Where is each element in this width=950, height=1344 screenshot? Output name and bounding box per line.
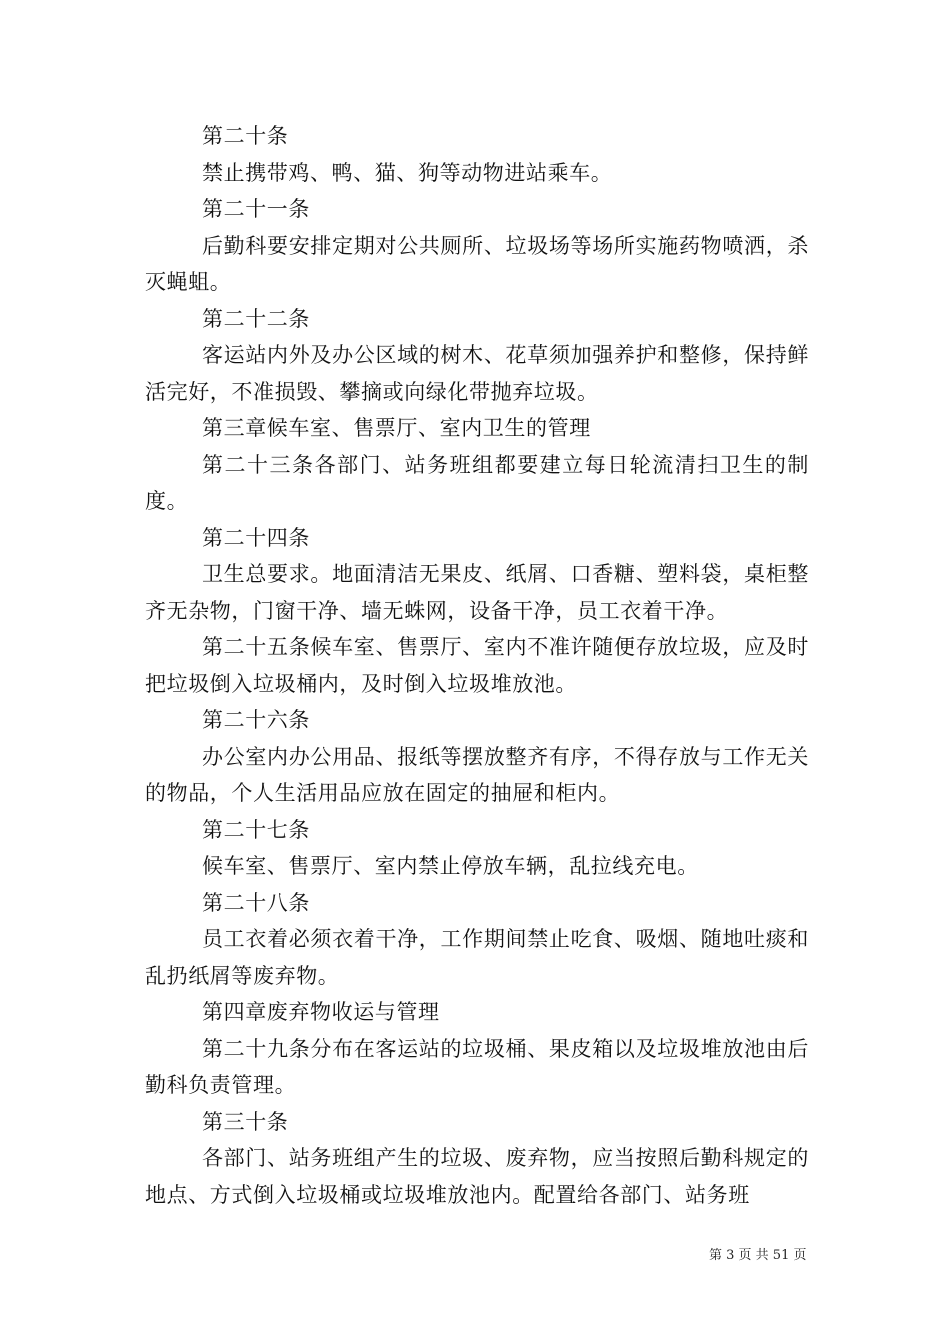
- article-heading: 第二十八条: [202, 890, 310, 915]
- article-text: 卫生总要求。地面清洁无果皮、纸屑、口香糖、塑料袋，桌柜整齐无杂物，门窗干净、墙无蛛网，设备干净，员工衣着干净。: [145, 562, 809, 623]
- article-text: 各部门、站务班组产生的垃圾、废弃物，应当按照后勤科规定的地点、方式倒入垃圾桶或垃圾堆放池内。配置给各部门、站务班: [145, 1146, 809, 1207]
- article-text: 员工衣着必须衣着干净，工作期间禁止吃食、吸烟、随地吐痰和乱扔纸屑等废弃物。: [145, 927, 809, 988]
- article-text: 第二十五条候车室、售票厅、室内不准许随便存放垃圾，应及时把垃圾倒入垃圾桶内，及时倒入垃圾堆放池。: [145, 635, 809, 696]
- article-text: 后勤科要安排定期对公共厕所、垃圾场等场所实施药物喷洒，杀灭蝇蛆。: [145, 233, 809, 294]
- article-text: 第二十九条分布在客运站的垃圾桶、果皮箱以及垃圾堆放池由后勤科负责管理。: [145, 1036, 809, 1097]
- chapter-heading: 第四章废弃物收运与管理: [202, 1000, 440, 1024]
- article-heading: 第二十条: [202, 124, 289, 148]
- page-number: 第 3 页 共 51 页: [709, 1248, 807, 1263]
- article-heading: 第三十条: [202, 1109, 289, 1134]
- chapter-heading: 第三章候车室、售票厅、室内卫生的管理: [202, 416, 591, 440]
- article-text: 禁止携带鸡、鸭、猫、狗等动物进站乘车。: [202, 160, 613, 185]
- article-heading: 第二十二条: [202, 306, 310, 331]
- article-heading: 第二十六条: [202, 708, 310, 732]
- article-text: 候车室、售票厅、室内禁止停放车辆，乱拉线充电。: [202, 854, 699, 878]
- article-heading: 第二十四条: [202, 525, 310, 550]
- document-body: [145, 118, 809, 1213]
- article-text: 第二十三条各部门、站务班组都要建立每日轮流清扫卫生的制度。: [145, 452, 809, 513]
- article-heading: 第二十一条: [202, 197, 310, 221]
- article-text: 办公室内办公用品、报纸等摆放整齐有序，不得存放与工作无关的物品，个人生活用品应放在固定的抽屉和柜内。: [145, 744, 809, 805]
- article-heading: 第二十七条: [202, 817, 310, 842]
- article-text: 客运站内外及办公区域的树木、花草须加强养护和整修，保持鲜活完好，不准损毁、攀摘或向绿化带抛弃垃圾。: [145, 343, 809, 404]
